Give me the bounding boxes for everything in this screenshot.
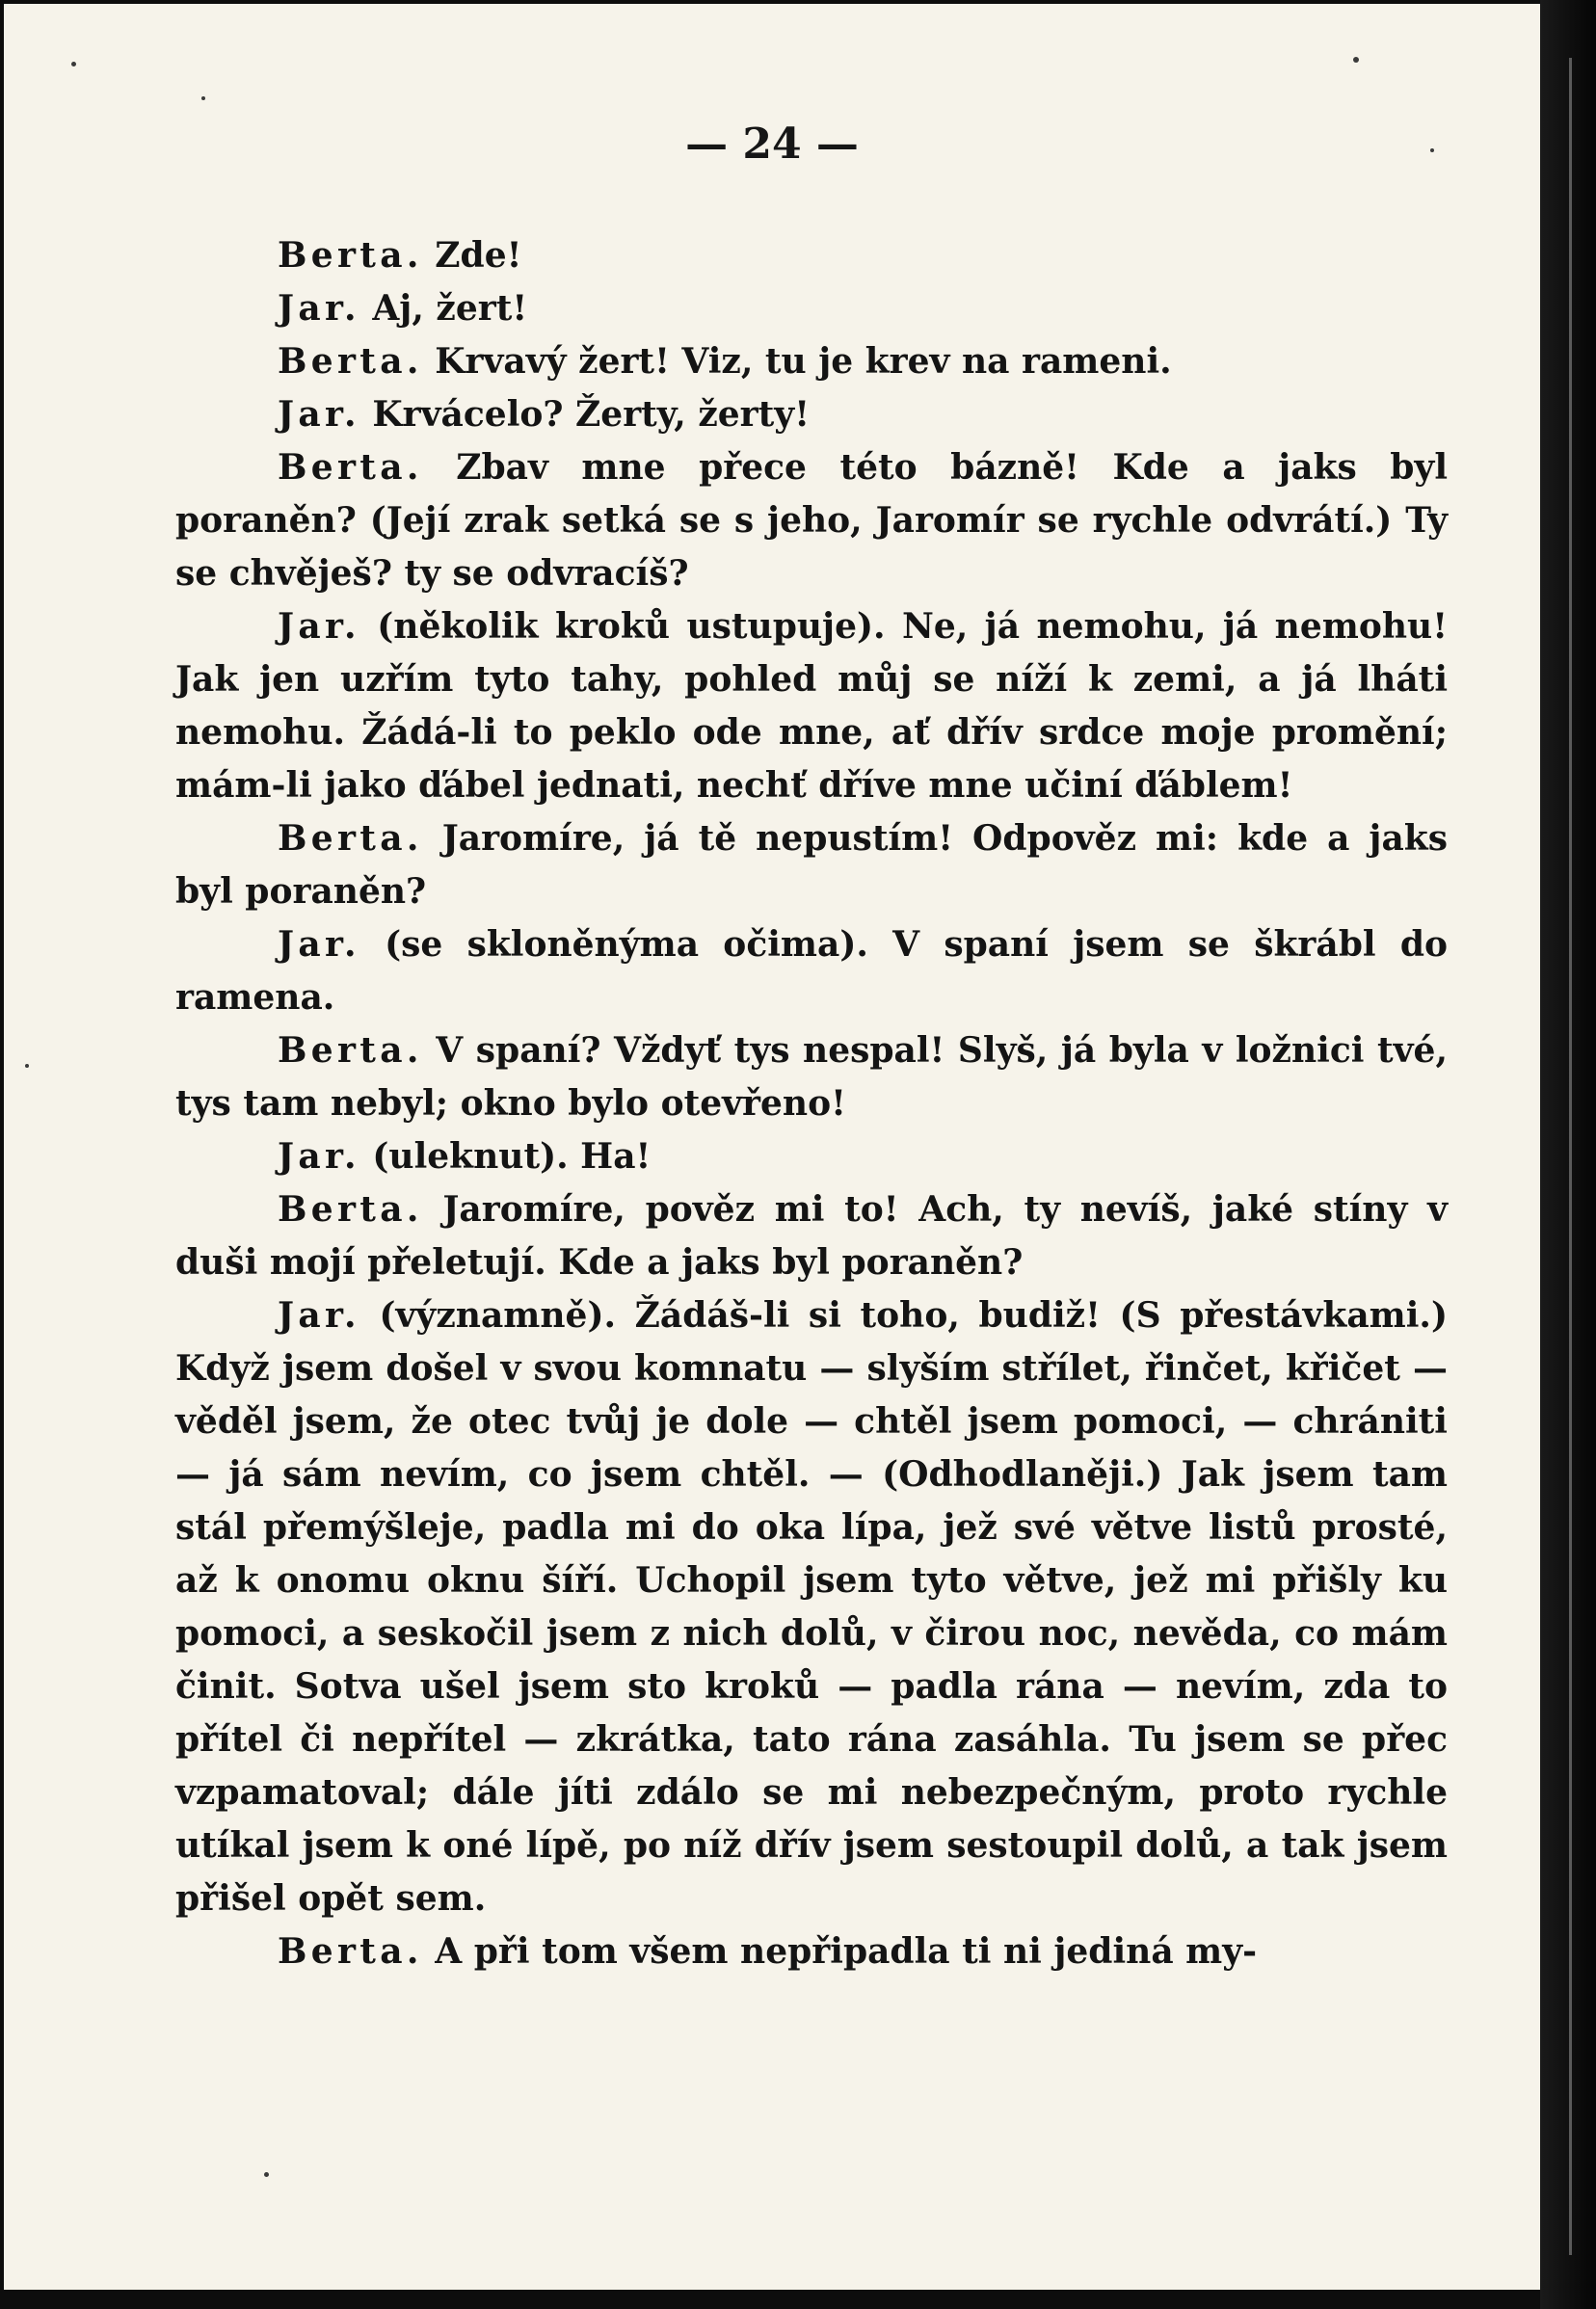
speaker-name: Berta. [278,447,423,488]
paper-speck [264,2172,269,2177]
paper-speck [201,96,205,100]
paper-speck [1353,57,1359,63]
dialogue-text: Jaromíre, já tě nepustím! Odpověz mi: kde a jaks byl poraněn? [175,818,1448,912]
paragraph [175,1289,1448,1925]
page-number: — 24 — [685,119,859,169]
dialogue-text: Zbav mne přece této bázně! Kde a jaks byl poraněn? (Její zrak setká se s jeho, Jaromír se rychle odvrátí.) Ty se chvěješ? ty se odvracíš? [175,447,1448,594]
page-text [175,229,1448,1978]
speaker-name: Berta. [278,1189,423,1230]
page-edge [1540,0,1596,2309]
paragraph [175,335,1448,388]
dialogue-text: (několik kroků ustupuje). Ne, já nemohu, já nemohu! Jak jen uzřím tyto tahy, pohled můj se níží k zemi, a já lháti nemohu. Žádá-li to peklo ode mne, ať dřív srdce moje promění; mám-li jako ďábel jednati, nechť dříve mne učiní ďáblem! [175,606,1448,806]
speaker-name: Berta. [278,818,423,859]
dialogue-text: Krvavý žert! Viz, tu je krev na rameni. [422,341,1172,382]
paragraph [175,441,1448,600]
paragraph [175,1130,1448,1183]
dialogue-text: V spaní? Vždyť tys nespal! Slyš, já byla v ložnici tvé, tys tam nebyl; okno bylo otevřeno! [175,1030,1448,1124]
paragraph [175,918,1448,1024]
speaker-name: Berta. [278,341,423,382]
book-page [4,4,1540,2290]
dialogue-text: Krvácelo? Žerty, žerty! [359,394,810,435]
paragraph [175,1925,1448,1978]
dialogue-text: (se skloněnýma očima). V spaní jsem se škrábl do ramena. [175,924,1448,1018]
paragraph [175,388,1448,441]
dialogue-text: Aj, žert! [359,288,528,329]
paragraph [175,1024,1448,1130]
dialogue-text: Jaromíre, pověz mi to! Ach, ty nevíš, jaké stíny v duši mojí přeletují. Kde a jaks byl poraněn? [175,1189,1448,1283]
dialogue-text: (uleknut). Ha! [359,1136,652,1177]
speaker-name: Jar. [278,1295,360,1336]
dialogue-text: (významně). Žádáš-li si toho, budiž! (S přestávkami.) Když jsem došel v svou komnatu — slyším střílet, řinčet, křičet — věděl jsem, že otec tvůj je dole — chtěl jsem pomoci, — chrániti — já sám nevím, co jsem chtěl. — (Odhodlaněji.) Jak jsem tam stál přemýšleje, padla mi do oka lípa, jež své větve listů prosté, až k onomu oknu šíří. Uchopil jsem tyto větve, jež mi přišly ku pomoci, a seskočil jsem z nich dolů, v čirou noc, nevěda, co mám činit. Sotva ušel jsem sto kroků — padla rána — nevím, zda to přítel či nepřítel — zkrátka, tato rána zasáhla. Tu jsem se přec vzpamatoval; dále jíti zdálo se mi nebezpečným, proto rychle utíkal jsem k oné lípě, po níž dřív jsem sestoupil dolů, a tak jsem přišel opět sem. [175,1295,1448,1919]
speaker-name: Berta. [278,235,423,276]
speaker-name: Jar. [278,924,360,965]
paragraph [175,600,1448,812]
paragraph [175,1183,1448,1289]
speaker-name: Berta. [278,1030,423,1071]
speaker-name: Jar. [278,394,360,435]
dialogue-text: Zde! [422,235,522,276]
paragraph [175,229,1448,282]
speaker-name: Jar. [278,606,360,647]
paper-speck [1430,148,1434,152]
paper-speck [25,1064,29,1068]
paper-speck [71,62,76,66]
speaker-name: Jar. [278,288,360,329]
edge-line [1569,58,1572,2255]
speaker-name: Jar. [278,1136,360,1177]
speaker-name: Berta. [278,1931,423,1972]
paragraph [175,282,1448,335]
dialogue-text: A při tom všem nepřipadla ti ni jediná my- [422,1931,1258,1972]
paragraph [175,812,1448,918]
